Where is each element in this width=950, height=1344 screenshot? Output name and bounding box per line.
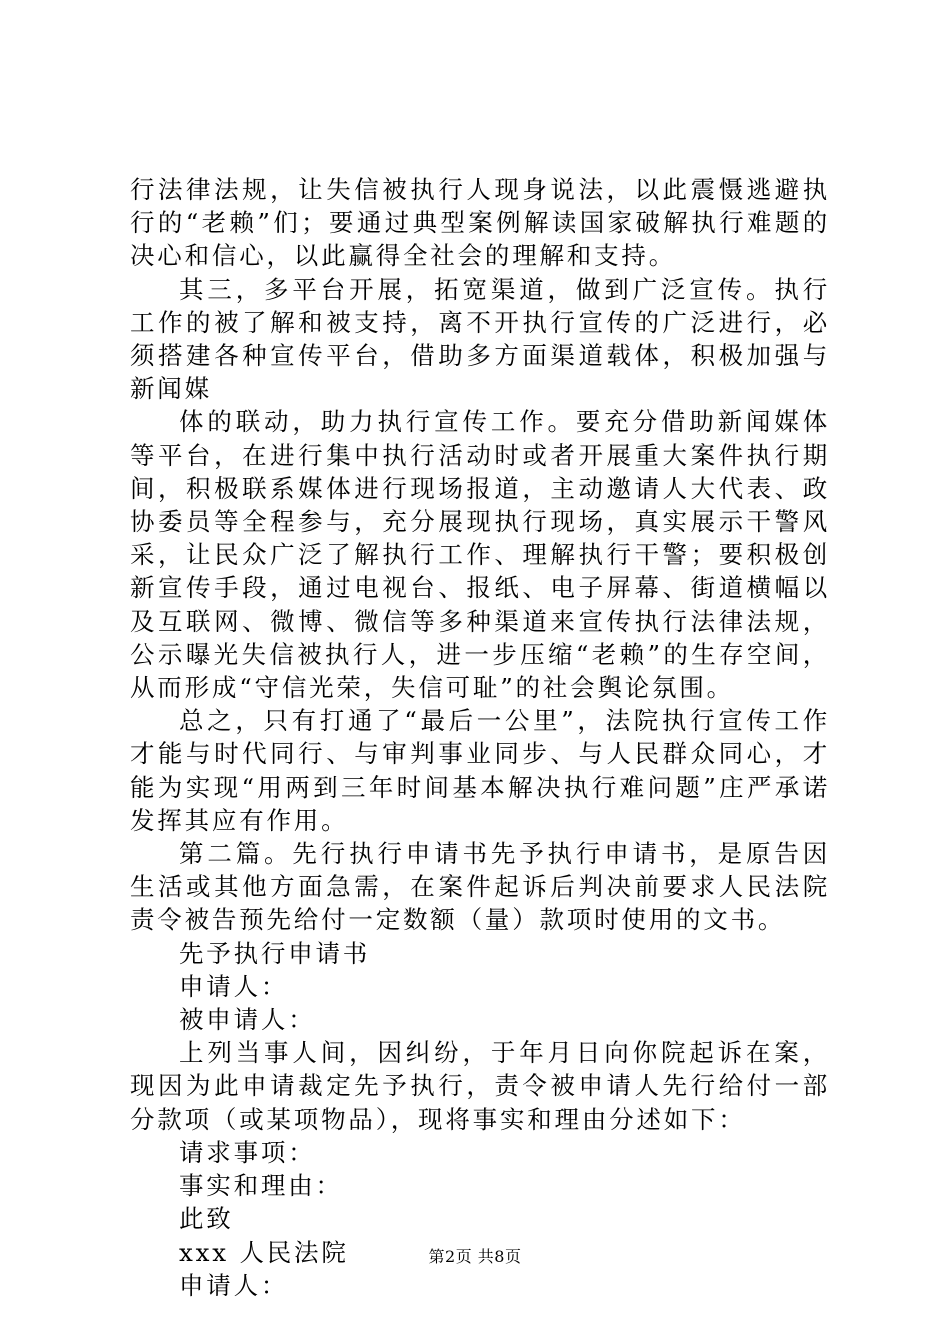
form-statement: 上列当事人间，因纠纷，于年月日向你院起诉在案，现因为此申请裁定先予执行，责令被申请人先行给付一部分款项（或某项物品），现将事实和理由分述如下： <box>130 1038 830 1134</box>
form-salutation: 此致 <box>179 1204 234 1234</box>
form-respondent: 被申请人： <box>179 1005 316 1035</box>
paragraph-continuation: 行法律法规，让失信被执行人现身说法，以此震慑逃避执行的“老赖”们；要通过典型案例解读国家破解执行难题的决心和信心，以此赢得全社会的理解和支持。 <box>130 175 830 271</box>
document-body <box>130 173 830 1302</box>
form-facts-reasons: 事实和理由： <box>179 1171 343 1201</box>
form-request-items: 请求事项： <box>179 1137 316 1167</box>
paragraph-second-article: 第二篇。先行执行申请书先予执行申请书，是原告因生活或其他方面急需，在案件起诉后判决前要求人民法院责令被告预先给付一定数额（量）款项时使用的文书。 <box>130 839 830 935</box>
form-court: xxx 人民法院 <box>179 1237 349 1267</box>
paragraph-conclusion: 总之，只有打通了“最后一公里”，法院执行宣传工作才能与时代同行、与审判事业同步、与人民群众同心，才能为实现“用两到三年时间基本解决执行难问题”庄严承诺发挥其应有作用。 <box>130 706 830 835</box>
paragraph-media-linkage: 体的联动，助力执行宣传工作。要充分借助新闻媒体等平台，在进行集中执行活动时或者开展重大案件执行期间，积极联系媒体进行现场报道，主动邀请人大代表、政协委员等全程参与，充分展现执行现场，真实展示干警风采，让民众广泛了解执行工作、理解执行干警；要积极创新宣传手段，通过电视台、报纸、电子屏幕、街道横幅以及互联网、微博、微信等多种渠道来宣传执行法律法规，公示曝光失信被执行人，进一步压缩“老赖”的生存空间，从而形成“守信光荣，失信可耻”的社会舆论氛围。 <box>130 407 830 703</box>
paragraph-third-point: 其三，多平台开展，拓宽渠道，做到广泛宣传。执行工作的被了解和被支持，离不开执行宣传的广泛进行，必须搭建各种宣传平台，借助多方面渠道载体，积极加强与新闻媒 <box>130 274 830 404</box>
form-signature-applicant: 申请人： <box>179 1270 289 1300</box>
form-applicant: 申请人： <box>179 971 289 1001</box>
form-title: 先予执行申请书 <box>179 938 371 968</box>
page-footer: 第2页 共8页 <box>428 1247 522 1266</box>
